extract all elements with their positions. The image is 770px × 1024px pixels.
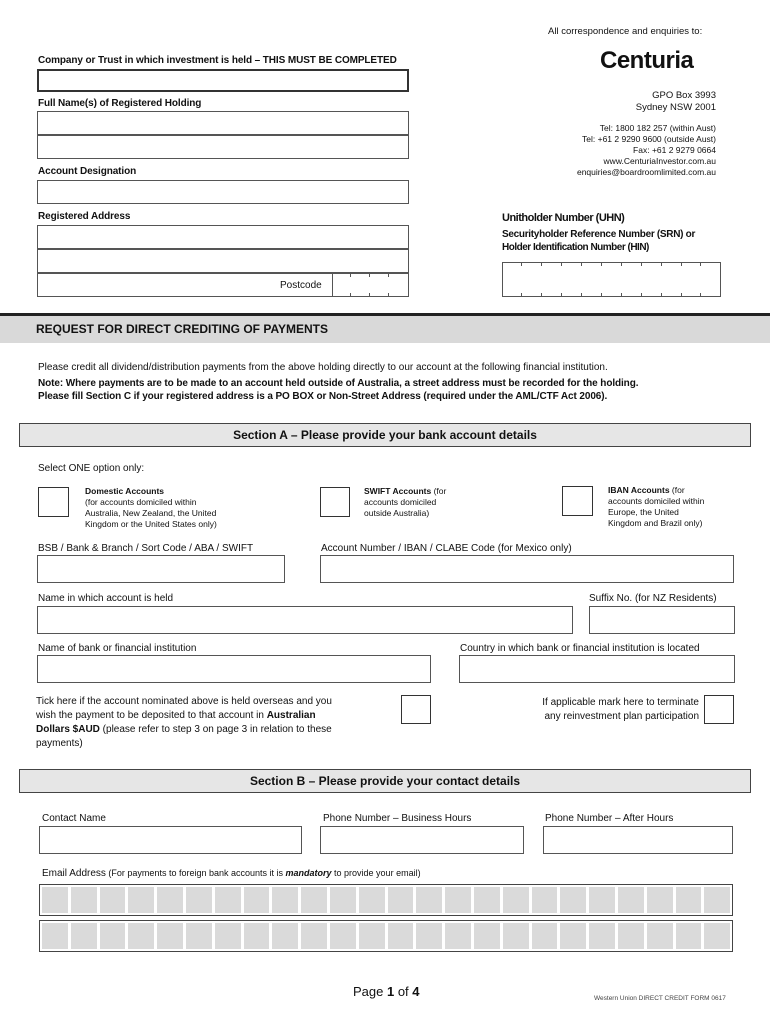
address-label: Registered Address (38, 211, 131, 222)
page-number (353, 984, 420, 999)
country-input[interactable] (459, 655, 735, 683)
page-current: 1 (386, 984, 395, 999)
account-number-input[interactable] (320, 555, 734, 583)
page-total: 4 (412, 984, 420, 999)
country-label: Country in which bank or financial institution is located (460, 643, 700, 654)
overseas-line-3a: Dollars $AUD (36, 724, 100, 735)
iban-desc-3: Kingdom and Brazil only) (608, 518, 703, 528)
phone-after-label: Phone Number – After Hours (545, 813, 674, 824)
contact-address (520, 90, 716, 114)
account-name-input[interactable] (37, 606, 573, 634)
domestic-checkbox[interactable] (38, 487, 69, 517)
iban-title: IBAN Accounts (608, 485, 670, 495)
holder-ticks-bottom (502, 293, 701, 297)
suffix-input[interactable] (589, 606, 735, 634)
swift-option-text (364, 486, 446, 519)
select-one-label: Select ONE option only: (38, 463, 145, 474)
email-input-row-2[interactable] (39, 920, 733, 952)
email-note-b: mandatory (285, 868, 332, 878)
section-a-header: Section A – Please provide your bank account details (19, 423, 751, 447)
swift-checkbox[interactable] (320, 487, 350, 517)
address-line-2: Sydney NSW 2001 (635, 102, 716, 113)
iban-desc-1: accounts domiciled within (608, 496, 705, 506)
postcode-ticks-top (332, 273, 389, 277)
domestic-title: Domestic Accounts (85, 486, 165, 496)
email-label: Email Address (42, 868, 106, 879)
page-of: of (394, 984, 413, 999)
uhn-label: Unitholder Number (UHN) (502, 212, 625, 224)
srn-label: Securityholder Reference Number (SRN) or (502, 229, 696, 240)
domestic-desc-3: Kingdom or the United States only) (85, 519, 217, 529)
address-line-1: GPO Box 3993 (652, 90, 716, 101)
correspondence-text: All correspondence and enquiries to: (548, 26, 703, 37)
fullname-label: Full Name(s) of Registered Holding (38, 98, 202, 109)
overseas-line-1: Tick here if the account nominated above is held overseas and you (36, 696, 332, 707)
bsb-label: BSB / Bank & Branch / Sort Code / ABA / SWIFT (38, 543, 254, 554)
swift-desc-1: accounts domiciled (364, 497, 437, 507)
bsb-input[interactable] (37, 555, 285, 583)
overseas-checkbox[interactable] (401, 695, 431, 724)
phone-business-label: Phone Number – Business Hours (323, 813, 472, 824)
tel-outside: Tel: +61 2 9290 9600 (outside Aust) (582, 134, 716, 144)
email-label-line (42, 868, 421, 879)
address-input-1[interactable] (37, 225, 409, 249)
terminate-text (490, 696, 699, 724)
phone-business-input[interactable] (320, 826, 524, 854)
holder-number-input[interactable] (502, 262, 721, 297)
iban-option-text (608, 485, 704, 529)
swift-title: SWIFT Accounts (364, 486, 432, 496)
page-word: Page (353, 984, 387, 999)
domestic-desc-1: (for accounts domiciled within (85, 497, 197, 507)
overseas-line-2b: Australian (266, 710, 316, 721)
swift-desc-2: outside Australia) (364, 508, 430, 518)
contact-details (500, 123, 716, 178)
iban-desc-0: (for (669, 485, 685, 495)
terminate-line-2: any reinvestment plan participation (544, 711, 699, 722)
fullname-input-2[interactable] (37, 135, 409, 159)
section-b-header: Section B – Please provide your contact details (19, 769, 751, 793)
overseas-line-4: payments) (36, 738, 83, 749)
email-input-row-1[interactable] (39, 884, 733, 916)
intro-line: Please credit all dividend/distribution payments from the above holding directly to our account at the following financial institution. (38, 362, 608, 373)
bank-name-input[interactable] (37, 655, 431, 683)
iban-desc-2: Europe, the United (608, 507, 679, 517)
postcode-label: Postcode (280, 280, 322, 291)
hin-label: Holder Identification Number (HIN) (502, 242, 649, 253)
terminate-checkbox[interactable] (704, 695, 734, 724)
email-contact: enquiries@boardroomlimited.com.au (576, 167, 716, 177)
fax: Fax: +61 2 9279 0664 (633, 145, 716, 155)
terminate-line-1: If applicable mark here to terminate (542, 697, 699, 708)
centuria-logo: Centuria (600, 47, 694, 74)
overseas-line-3b: (please refer to step 3 on page 3 in relation to these (99, 724, 332, 735)
contact-name-input[interactable] (39, 826, 302, 854)
address-input-2[interactable] (37, 249, 409, 273)
overseas-line-2a: wish the payment to be deposited to that account in (36, 710, 267, 721)
designation-input[interactable] (37, 180, 409, 204)
account-name-label: Name in which account is held (38, 593, 174, 604)
phone-after-input[interactable] (543, 826, 733, 854)
website: www.CenturiaInvestor.com.au (603, 156, 716, 166)
fullname-input-1[interactable] (37, 111, 409, 135)
swift-desc-0: (for (431, 486, 447, 496)
postcode-ticks-bottom (332, 293, 389, 297)
contact-name-label: Contact Name (42, 813, 106, 824)
intro-note-1: Note: Where payments are to be made to an account held outside of Australia, a street address must be recorded for the holding. (38, 378, 639, 389)
intro-note-2: Please fill Section C if your registered address is a PO BOX or Non-Street Address (required under the AML/CTF Act 2006). (38, 391, 608, 402)
domestic-desc-2: Australia, New Zealand, the United (85, 508, 217, 518)
banner-title: REQUEST FOR DIRECT CREDITING OF PAYMENTS (0, 316, 770, 343)
overseas-text (36, 695, 332, 751)
account-number-label: Account Number / IBAN / CLABE Code (for Mexico only) (321, 543, 572, 554)
tel-within: Tel: 1800 182 257 (within Aust) (599, 123, 716, 133)
email-note-c: to provide your email) (331, 868, 421, 878)
bank-name-label: Name of bank or financial institution (38, 643, 197, 654)
designation-label: Account Designation (38, 166, 137, 177)
form-name: Western Union DIRECT CREDIT FORM 0617 (594, 995, 726, 1002)
domestic-option-text (85, 486, 217, 530)
suffix-label: Suffix No. (for NZ Residents) (589, 593, 717, 604)
email-note-a: (For payments to foreign bank accounts it is (105, 868, 286, 878)
iban-checkbox[interactable] (562, 486, 593, 516)
holder-ticks-top (502, 262, 701, 266)
company-input[interactable] (37, 69, 409, 92)
company-label: Company or Trust in which investment is held – THIS MUST BE COMPLETED (38, 55, 397, 66)
